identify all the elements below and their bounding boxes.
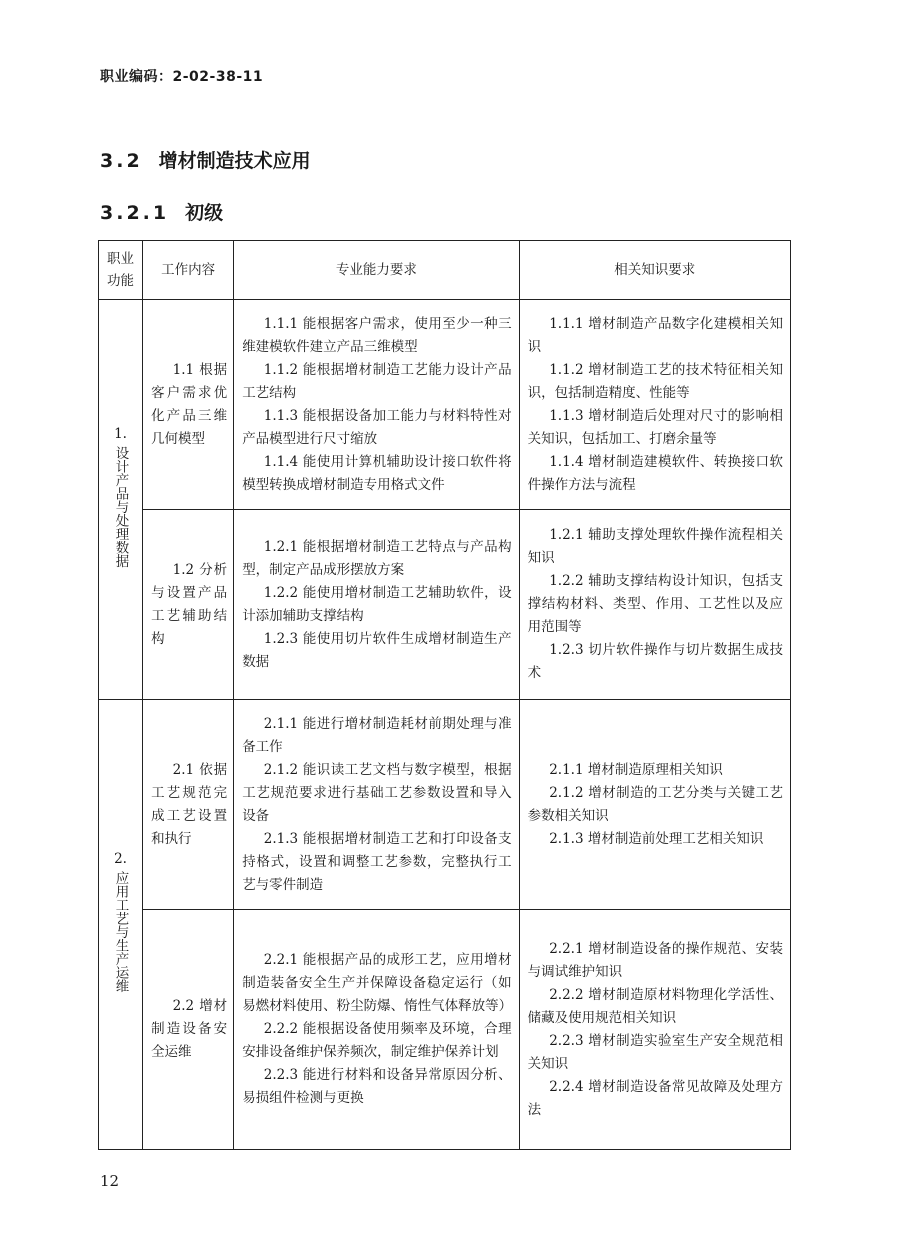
ability-item: 1.1.1 能根据客户需求，使用至少一种三维建模软件建立产品三维模型 — [242, 315, 512, 355]
knowledge-item: 2.2.4 增材制造设备常见故障及处理方法 — [527, 1078, 783, 1118]
header-function: 职业功能 — [99, 241, 143, 300]
ability-item: 2.1.3 能根据增材制造工艺和打印设备支持格式，设置和调整工艺参数，完整执行工艺与零件制造 — [242, 830, 512, 893]
function-cell — [99, 300, 143, 700]
knowledge-item: 2.1.3 增材制造前处理工艺相关知识 — [549, 830, 764, 847]
ability-cell — [234, 700, 519, 910]
knowledge-item: 2.1.2 增材制造的工艺分类与关键工艺参数相关知识 — [527, 784, 783, 824]
table-row — [99, 910, 791, 1150]
subsection-title: 初级 — [185, 202, 224, 224]
ability-item: 1.1.3 能根据设备加工能力与材料特性对产品模型进行尺寸缩放 — [242, 407, 512, 447]
table-row — [99, 510, 791, 700]
header-work: 工作内容 — [143, 241, 234, 300]
ability-cell — [234, 510, 519, 700]
ability-item: 1.2.2 能使用增材制造工艺辅助软件，设计添加辅助支撑结构 — [242, 584, 512, 624]
requirements-table — [98, 240, 791, 1150]
knowledge-item: 1.2.3 切片软件操作与切片数据生成技术 — [527, 642, 783, 681]
ability-item: 2.2.2 能根据设备使用频率及环境，合理安排设备维护保养频次，制定维护保养计划 — [242, 1021, 512, 1060]
knowledge-item: 1.1.1 增材制造产品数字化建模相关知识 — [527, 315, 783, 355]
knowledge-cell — [519, 910, 790, 1150]
table-row — [99, 700, 791, 910]
section-heading — [100, 146, 311, 173]
section-number: 3.2 — [100, 150, 143, 172]
ability-item: 2.1.2 能识读工艺文档与数字模型，根据工艺规范要求进行基础工艺参数设置和导入设备 — [242, 761, 512, 824]
function-cell — [99, 700, 143, 1150]
work-content-cell: 2.1 依据工艺规范完成工艺设置和执行 — [143, 700, 234, 910]
occupation-code: 职业编码：2-02-38-11 — [100, 69, 264, 85]
work-content-cell: 1.2 分析与设置产品工艺辅助结构 — [143, 510, 234, 700]
ability-item: 2.2.3 能进行材料和设备异常原因分析、易损组件检测与更换 — [242, 1067, 512, 1106]
table-header-row — [99, 241, 791, 300]
knowledge-item: 2.2.2 增材制造原材料物理化学活性、储藏及使用规范相关知识 — [527, 986, 783, 1026]
knowledge-item: 1.1.4 增材制造建模软件、转换接口软件操作方法与流程 — [527, 453, 783, 493]
ability-item: 2.1.1 能进行增材制造耗材前期处理与准备工作 — [242, 715, 512, 755]
knowledge-item: 2.2.1 增材制造设备的操作规范、安装与调试维护知识 — [527, 940, 783, 980]
knowledge-item: 1.1.3 增材制造后处理对尺寸的影响相关知识，包括加工、打磨余量等 — [527, 407, 783, 447]
ability-item: 1.2.1 能根据增材制造工艺特点与产品构型，制定产品成形摆放方案 — [242, 538, 512, 578]
knowledge-cell — [519, 510, 790, 700]
function-title: 设计产品与处理数据 — [112, 446, 129, 568]
knowledge-item: 2.2.3 增材制造实验室生产安全规范相关知识 — [527, 1032, 783, 1072]
knowledge-item: 1.2.2 辅助支撑结构设计知识，包括支撑结构材料、类型、作用、工艺性以及应用范围等 — [527, 573, 783, 635]
header-knowledge: 相关知识要求 — [519, 241, 790, 300]
header-ability: 专业能力要求 — [234, 241, 519, 300]
knowledge-item: 1.1.2 增材制造工艺的技术特征相关知识，包括制造精度、性能等 — [527, 361, 783, 401]
ability-cell — [234, 300, 519, 510]
ability-cell — [234, 910, 519, 1150]
function-number: 1. — [114, 426, 127, 443]
section-title: 增材制造技术应用 — [158, 150, 311, 172]
knowledge-cell — [519, 700, 790, 910]
knowledge-item: 1.2.1 辅助支撑处理软件操作流程相关知识 — [527, 527, 783, 566]
ability-item: 1.1.2 能根据增材制造工艺能力设计产品工艺结构 — [242, 361, 512, 401]
ability-item: 1.2.3 能使用切片软件生成增材制造生产数据 — [242, 630, 512, 670]
function-title: 应用工艺与生产运维 — [112, 871, 129, 993]
table-row — [99, 300, 791, 510]
ability-item: 2.2.1 能根据产品的成形工艺，应用增材制造装备安全生产并保障设备稳定运行（如易燃材料使用、粉尘防爆、惰性气体释放等） — [242, 952, 513, 1014]
work-content-cell: 1.1 根据客户需求优化产品三维几何模型 — [143, 300, 234, 510]
ability-item: 1.1.4 能使用计算机辅助设计接口软件将模型转换成增材制造专用格式文件 — [242, 453, 512, 493]
subsection-number: 3.2.1 — [100, 202, 170, 224]
knowledge-cell — [519, 300, 790, 510]
knowledge-item: 2.1.1 增材制造原理相关知识 — [549, 761, 723, 778]
subsection-heading — [100, 198, 223, 225]
work-content-cell: 2.2 增材制造设备安全运维 — [143, 910, 234, 1150]
page-number: 12 — [100, 1172, 120, 1190]
function-number: 2. — [114, 851, 127, 868]
